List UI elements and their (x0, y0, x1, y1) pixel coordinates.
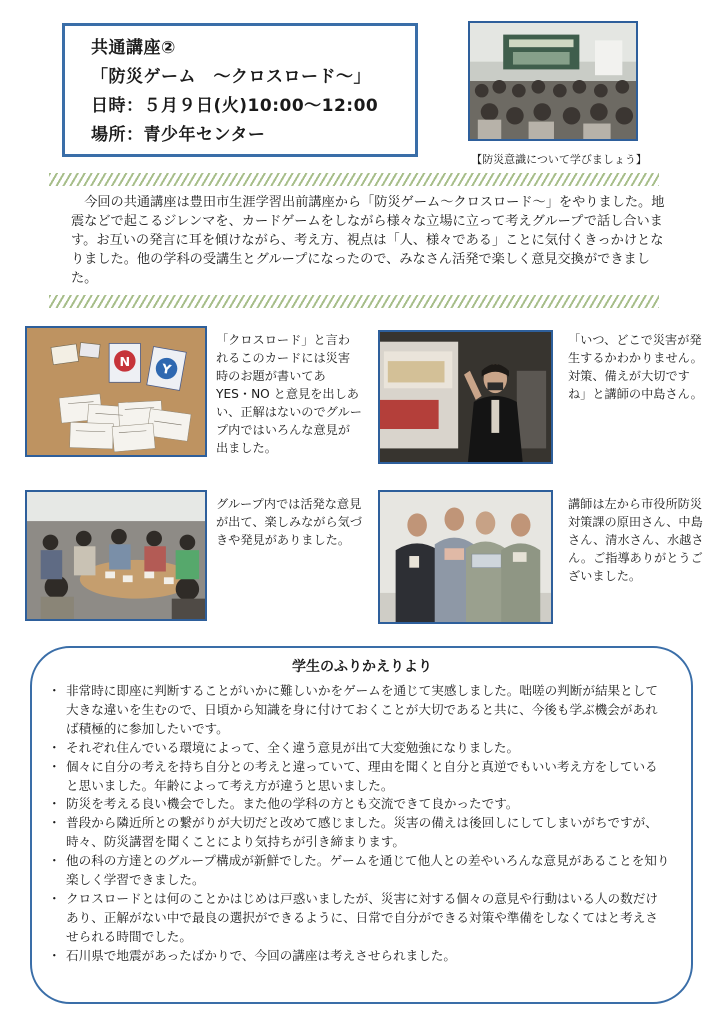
list-item: ・ 防災を考える良い機会でした。また他の学科の方とも交流できて良かったです。 (52, 795, 670, 814)
group-description: グループ内では活発な意見が出て、楽しみながら気づきや発見がありました。 (216, 497, 363, 547)
event-title: 「防災ゲーム ～クロスロード～」 (91, 67, 371, 87)
list-item: ・ 石川県で地震があったばかりで、今回の講座は考えさせられました。 (52, 947, 670, 966)
lecturer-quote: 「いつ、どこで災害が発生するかわかりません。対策、備えが大切ですね」と講師の中島さん。 (568, 333, 703, 401)
list-item: ・ 他の科の方達とのグループ構成が新鮮でした。ゲームを通じて他人との差やいろんな意見があることを知り楽しく学習できました。 (52, 852, 670, 890)
reflections-title: 学生のふりかえりより (292, 659, 432, 675)
hatched-divider (49, 295, 659, 308)
list-item: ・ 非常時に即座に判断することがいかに難しいかをゲームを通じて実感しました。咄嗟の判断が結果として大きな違いを生むので、日頃から知識を身に付けておくことが大切であると共に、今後も学ぶ機会があれば積極的に参加したいです。 (52, 682, 670, 739)
yes-card-letter: Y (160, 360, 173, 378)
event-location: 場所：青少年センター (91, 125, 266, 145)
crossroad-cards-photo (25, 326, 207, 457)
list-item: ・ 普段から隣近所との繋がりが大切だと改めて感じました。災害の備えは後回しにしてしまいがちですが、時々、防災講習を聞くことにより気持ちが引き締まります。 (52, 814, 670, 852)
top-photo-caption: 【防災意識について学びましょう】 (471, 153, 647, 166)
event-datetime: 日時：５月９日(火)10:00～12:00 (91, 96, 379, 116)
reflections-list (52, 682, 670, 966)
lecture-hall-photo (468, 21, 638, 141)
list-item: ・ 個々に自分の考えを持ち自分との考えと違っていて、理由を聞くと自分と真逆でもいい考え方をしていると思いました。年齢によって考え方が違うと思いました。 (52, 758, 670, 796)
course-title: 共通講座② (91, 38, 176, 58)
hatched-divider (49, 173, 659, 186)
no-card-letter: N (119, 353, 131, 369)
cards-description: 「クロスロード」と言われるこのカードには災害時のお題が書いてあ YES・NO と意見を出しあい、正解はないのでグループ内ではいろんな意見が出ました。 (216, 333, 362, 455)
intro-section (71, 193, 667, 288)
instructors-photo (378, 490, 553, 624)
intro-paragraph: 今回の共通講座は豊田市生涯学習出前講座から「防災ゲーム～クロスロード～」をやりました。地震などで起こるジレンマを、カードゲームをしながら様々な立場に立って考えグループで話し合います。お互いの発言に耳を傾けながら、考え方、視点は「人、様々である」ことに気付くきっかけとなりました。他の学科の受講生とグループになったので、みなさん活発で楽しく意見交換ができました。 (71, 195, 665, 286)
title-box (62, 23, 418, 157)
list-item: ・ それぞれ住んでいる環境によって、全く違う意見が出て大変勉強になりました。 (52, 739, 670, 758)
instructors-description: 講師は左から市役所防災対策課の原田さん、中島さん、清水さん、水越さん。ご指導ありがとうございました。 (568, 497, 704, 583)
group-discussion-photo (25, 490, 207, 621)
list-item: ・ クロスロードとは何のことかはじめは戸惑いましたが、災害に対する個々の意見や行動はいる人の数だけあり、正解がない中で最良の選択ができるように、日常で自分ができる対策や準備をしなくてはと考えさせられる時間でした。 (52, 890, 670, 947)
lecturer-photo (378, 330, 553, 464)
